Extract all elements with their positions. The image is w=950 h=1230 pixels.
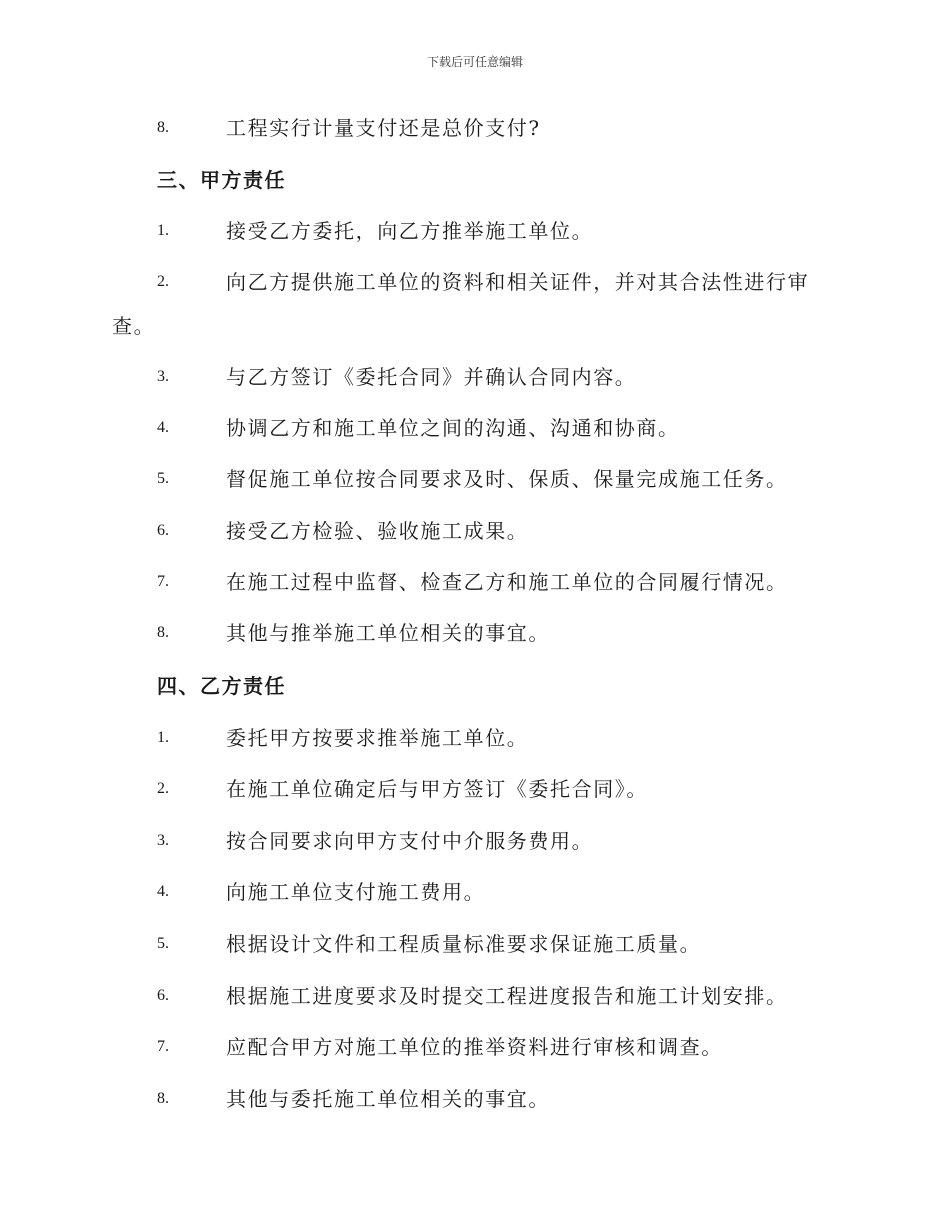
item-text: 其他与推举施工单位相关的事宜。 <box>226 621 550 645</box>
item-text: 接受乙方委托，向乙方推举施工单位。 <box>226 219 594 243</box>
page-header: 下载后可任意编辑 <box>426 55 523 69</box>
item-number: 7. <box>157 573 169 590</box>
list-item <box>0 266 950 298</box>
item-number: 5. <box>157 470 169 487</box>
item-number: 2. <box>157 273 169 290</box>
list-item <box>0 722 950 754</box>
list-item <box>0 463 950 495</box>
list-item <box>0 566 950 598</box>
list-item <box>0 825 950 857</box>
item-text: 根据施工进度要求及时提交工程进度报告和施工计划安排。 <box>226 984 788 1008</box>
section-heading <box>0 670 950 702</box>
list-item <box>0 928 950 960</box>
item-text: 向施工单位支付施工费用。 <box>226 880 486 904</box>
item-number: 1. <box>157 222 169 239</box>
item-text: 根据设计文件和工程质量标准要求保证施工质量。 <box>226 932 702 956</box>
item-number: 1. <box>157 729 169 746</box>
list-item <box>0 980 950 1012</box>
item-number: 4. <box>157 419 169 436</box>
list-item <box>0 215 950 247</box>
item-text: 接受乙方检验、验收施工成果。 <box>226 519 529 543</box>
section-title: 三、甲方责任 <box>157 168 286 192</box>
list-item <box>0 515 950 547</box>
item-text: 按合同要求向甲方支付中介服务费用。 <box>226 829 594 853</box>
item-text: 委托甲方按要求推举施工单位。 <box>226 726 529 750</box>
item-text: 其他与委托施工单位相关的事宜。 <box>226 1087 550 1111</box>
item-number: 8. <box>157 1090 169 1107</box>
item-text: 工程实行计量支付还是总价支付? <box>226 116 541 140</box>
list-item <box>0 112 950 144</box>
item-number: 4. <box>157 883 169 900</box>
list-item-continuation <box>0 310 950 342</box>
item-text: 在施工单位确定后与甲方签订《委托合同》。 <box>226 777 648 801</box>
item-number: 8. <box>157 624 169 641</box>
list-item <box>0 361 950 393</box>
item-text: 与乙方签订《委托合同》并确认合同内容。 <box>226 365 637 389</box>
list-item <box>0 617 950 649</box>
list-item <box>0 773 950 805</box>
section-title: 四、乙方责任 <box>157 674 286 698</box>
list-item <box>0 1031 950 1063</box>
item-text: 应配合甲方对施工单位的推举资料进行审核和调查。 <box>226 1035 723 1059</box>
item-number: 6. <box>157 522 169 539</box>
item-number: 3. <box>157 368 169 385</box>
item-text: 向乙方提供施工单位的资料和相关证件，并对其合法性进行审 <box>226 270 810 294</box>
item-number: 3. <box>157 832 169 849</box>
item-text-continuation: 查。 <box>112 314 156 338</box>
list-item <box>0 876 950 908</box>
item-number: 2. <box>157 780 169 797</box>
item-text: 督促施工单位按合同要求及时、保质、保量完成施工任务。 <box>226 467 788 491</box>
item-number: 5. <box>157 935 169 952</box>
list-item <box>0 412 950 444</box>
list-item <box>0 1083 950 1115</box>
item-text: 在施工过程中监督、检查乙方和施工单位的合同履行情况。 <box>226 570 788 594</box>
item-text: 协调乙方和施工单位之间的沟通、沟通和协商。 <box>226 416 680 440</box>
item-number: 6. <box>157 987 169 1004</box>
section-heading <box>0 164 950 196</box>
item-number: 8. <box>157 119 169 136</box>
item-number: 7. <box>157 1038 169 1055</box>
